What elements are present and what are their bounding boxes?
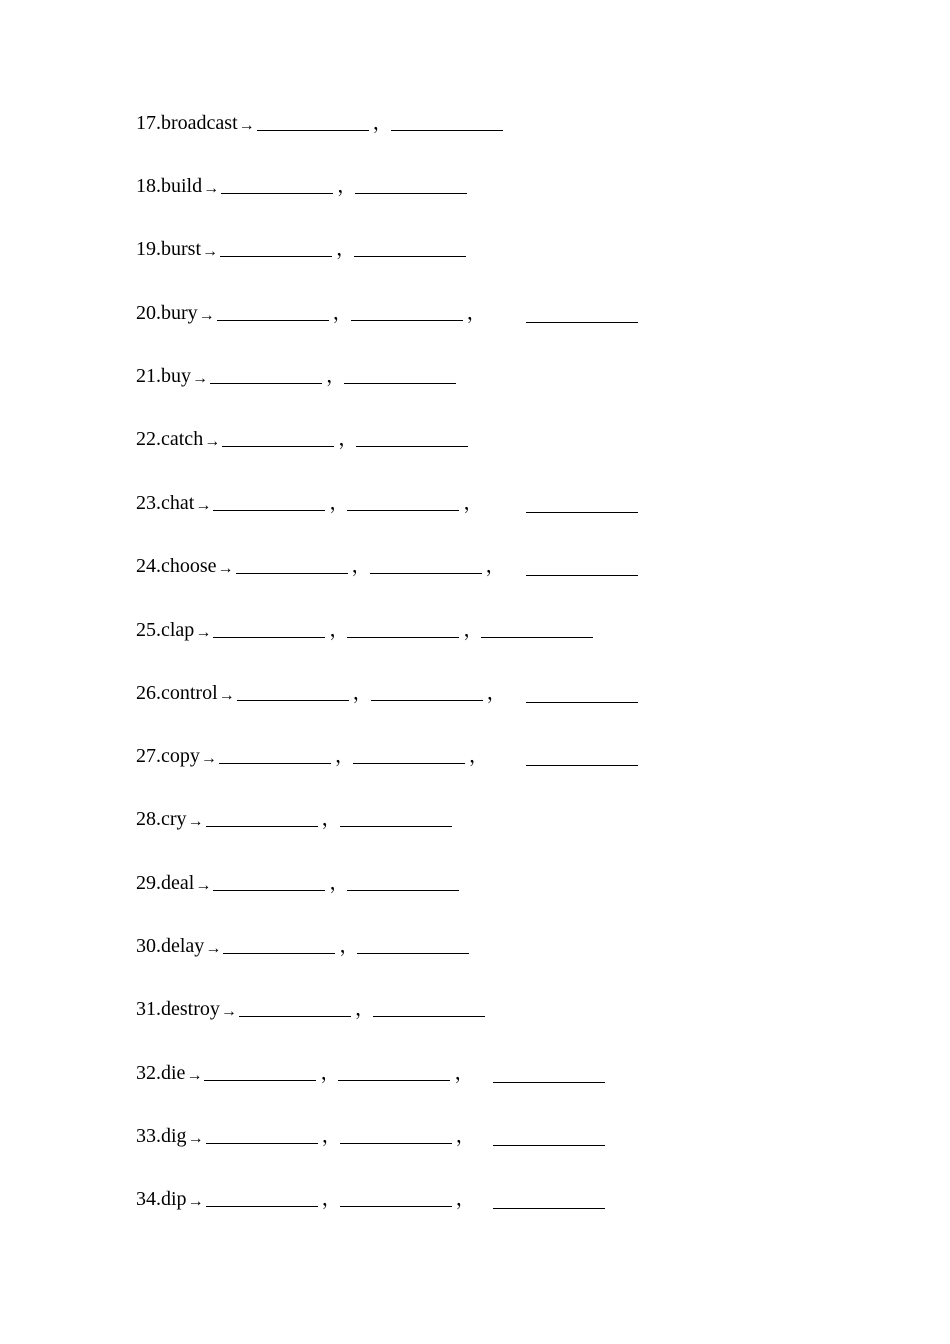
answer-blank[interactable] [344, 363, 456, 384]
arrow-icon: → [200, 750, 217, 767]
verb-label: 27.copy [136, 745, 200, 767]
comma-separator: ， [329, 872, 350, 894]
answer-blank[interactable] [526, 682, 638, 703]
answer-blank[interactable] [347, 870, 459, 891]
exercise-row [136, 361, 456, 391]
exercise-row [136, 994, 485, 1024]
answer-blank[interactable] [526, 745, 638, 766]
answer-blank[interactable] [356, 426, 468, 447]
comma-separator: ， [486, 682, 507, 704]
comma-separator: ， [454, 1062, 475, 1084]
arrow-icon: → [187, 1193, 204, 1210]
comma-separator: ， [455, 1188, 476, 1210]
answer-blank[interactable] [206, 806, 318, 827]
comma-separator: ， [463, 619, 484, 641]
comma-separator: ， [337, 175, 358, 197]
exercise-row [136, 741, 487, 771]
answer-blank[interactable] [236, 553, 348, 574]
arrow-icon: → [217, 560, 234, 577]
answer-blank[interactable] [493, 1125, 605, 1146]
exercise-row [136, 1121, 474, 1151]
answer-blank[interactable] [206, 1186, 318, 1207]
arrow-icon: → [204, 433, 221, 450]
answer-blank[interactable] [204, 1060, 316, 1081]
verb-label: 30.delay [136, 935, 205, 957]
comma-separator: ， [326, 365, 346, 387]
verb-label: 28.cry [136, 808, 187, 830]
comma-separator: ， [338, 428, 359, 450]
answer-blank[interactable] [213, 617, 325, 638]
exercise-row [136, 1184, 474, 1214]
comma-separator: ， [329, 492, 350, 514]
answer-blank[interactable] [351, 300, 463, 321]
comma-separator: ， [332, 302, 353, 324]
answer-blank[interactable] [353, 743, 465, 764]
comma-separator: ， [336, 238, 356, 260]
exercise-row [136, 424, 468, 454]
answer-blank[interactable] [221, 173, 333, 194]
arrow-icon: → [186, 1067, 203, 1084]
verb-label: 29.deal [136, 872, 195, 894]
comma-separator: ， [329, 619, 350, 641]
comma-separator: ， [354, 998, 375, 1020]
comma-separator: ， [334, 745, 355, 767]
arrow-icon: → [238, 117, 255, 134]
answer-blank[interactable] [391, 110, 503, 131]
comma-separator: ， [372, 112, 393, 134]
answer-blank[interactable] [355, 173, 467, 194]
verb-label: 26.control [136, 682, 218, 704]
answer-blank[interactable] [220, 236, 332, 257]
arrow-icon: → [203, 180, 220, 197]
exercise-row [136, 615, 593, 645]
arrow-icon: → [205, 940, 222, 957]
arrow-icon: → [218, 687, 235, 704]
answer-blank[interactable] [223, 933, 335, 954]
exercise-row [136, 678, 505, 708]
answer-blank[interactable] [340, 1123, 452, 1144]
answer-blank[interactable] [354, 236, 466, 257]
exercise-row [136, 234, 466, 264]
answer-blank[interactable] [526, 555, 638, 576]
comma-separator: ， [468, 745, 489, 767]
verb-label: 23.chat [136, 492, 195, 514]
verb-label: 18.build [136, 175, 203, 197]
arrow-icon: → [187, 813, 204, 830]
comma-separator: ， [485, 555, 506, 577]
verb-label: 21.buy [136, 365, 191, 387]
arrow-icon: → [198, 307, 215, 324]
answer-blank[interactable] [206, 1123, 318, 1144]
verb-label: 34.dip [136, 1188, 187, 1210]
exercise-row [136, 868, 459, 898]
verb-label: 31.destroy [136, 998, 220, 1020]
answer-blank[interactable] [237, 680, 349, 701]
answer-blank[interactable] [257, 110, 369, 131]
arrow-icon: → [195, 497, 212, 514]
verb-label: 22.catch [136, 428, 204, 450]
answer-blank[interactable] [213, 870, 325, 891]
exercise-row [136, 108, 503, 138]
arrow-icon: → [195, 877, 212, 894]
exercise-row [136, 931, 469, 961]
comma-separator: ， [455, 1125, 476, 1147]
answer-blank[interactable] [222, 426, 334, 447]
answer-blank[interactable] [338, 1060, 450, 1081]
exercise-row [136, 804, 452, 834]
answer-blank[interactable] [239, 996, 351, 1017]
answer-blank[interactable] [217, 300, 329, 321]
arrow-icon: → [202, 243, 218, 260]
comma-separator: ， [321, 808, 342, 830]
comma-separator: ， [321, 1188, 342, 1210]
answer-blank[interactable] [340, 1186, 452, 1207]
answer-blank[interactable] [219, 743, 331, 764]
answer-blank[interactable] [373, 996, 485, 1017]
answer-blank[interactable] [493, 1188, 605, 1209]
verb-label: 20.bury [136, 302, 198, 324]
answer-blank[interactable] [357, 933, 469, 954]
arrow-icon: → [187, 1130, 204, 1147]
answer-blank[interactable] [340, 806, 452, 827]
exercise-row [136, 1058, 475, 1088]
verb-label: 33.dig [136, 1125, 187, 1147]
exercise-row [136, 298, 485, 328]
comma-separator: ， [351, 555, 372, 577]
arrow-icon: → [195, 624, 212, 641]
answer-blank[interactable] [526, 492, 638, 513]
comma-separator: ， [339, 935, 360, 957]
comma-separator: ， [320, 1062, 341, 1084]
verb-label: 25.clap [136, 619, 195, 641]
verb-label: 17.broadcast [136, 112, 238, 134]
verb-label: 24.choose [136, 555, 217, 577]
answer-blank[interactable] [526, 302, 638, 323]
comma-separator: ， [466, 302, 487, 324]
verb-label: 19.burst [136, 238, 201, 260]
answer-blank[interactable] [210, 363, 322, 384]
comma-separator: ， [352, 682, 373, 704]
answer-blank[interactable] [347, 490, 459, 511]
answer-blank[interactable] [371, 680, 483, 701]
verb-label: 32.die [136, 1062, 186, 1084]
answer-blank[interactable] [493, 1062, 605, 1083]
comma-separator: ， [321, 1125, 342, 1147]
answer-blank[interactable] [370, 553, 482, 574]
exercise-row [136, 171, 467, 201]
answer-blank[interactable] [481, 617, 593, 638]
answer-blank[interactable] [213, 490, 325, 511]
exercise-row [136, 488, 484, 518]
comma-separator: ， [463, 492, 484, 514]
arrow-icon: → [220, 1003, 237, 1020]
exercise-row [136, 551, 504, 581]
arrow-icon: → [192, 370, 208, 387]
answer-blank[interactable] [347, 617, 459, 638]
